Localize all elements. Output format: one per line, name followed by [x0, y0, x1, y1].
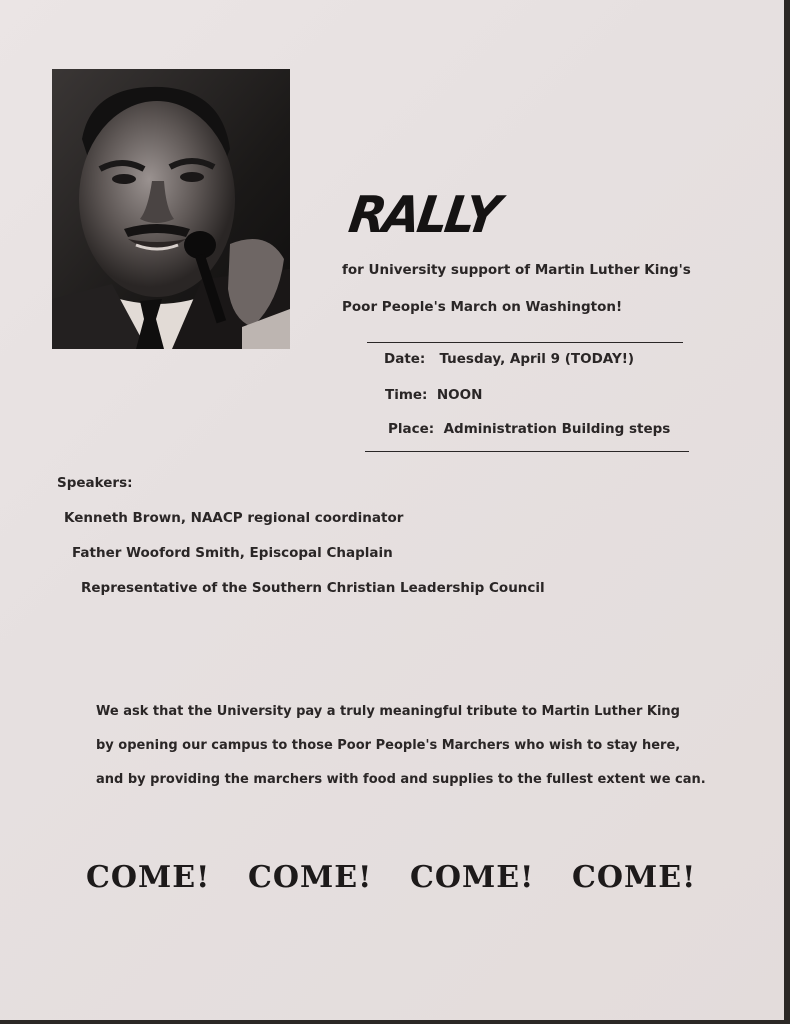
appeal-line-2: by opening our campus to those Poor People's Marchers who wish to stay here, — [96, 738, 681, 753]
place-label: Place: — [388, 421, 435, 437]
come-1: COME! — [86, 860, 211, 895]
speaker-2: Father Wooford Smith, Episcopal Chaplain — [72, 545, 393, 561]
time-row — [385, 387, 482, 403]
date-value: Tuesday, April 9 (TODAY!) — [439, 351, 635, 367]
page-edge-bottom — [0, 1020, 790, 1024]
speaker-1: Kenneth Brown, NAACP regional coordinator — [64, 510, 404, 526]
time-value: NOON — [436, 387, 483, 403]
purpose-line-1: for University support of Martin Luther King's — [342, 262, 691, 278]
appeal-line-3: and by providing the marchers with food and supplies to the fullest extent we can. — [96, 772, 706, 787]
date-label: Date: — [384, 351, 426, 367]
purpose-line-2: Poor People's March on Washington! — [342, 299, 623, 315]
time-label: Time: — [385, 387, 428, 403]
place-row — [388, 421, 670, 437]
come-3: COME! — [410, 860, 535, 895]
come-4: COME! — [572, 860, 697, 895]
speaker-3: Representative of the Southern Christian Leadership Council — [81, 580, 545, 596]
top-rule — [367, 342, 683, 343]
page-edge-right — [784, 0, 790, 1024]
rally-title: RALLY — [345, 185, 502, 245]
date-row — [384, 351, 634, 367]
speakers-heading: Speakers: — [57, 475, 133, 491]
appeal-line-1: We ask that the University pay a truly meaningful tribute to Martin Luther King — [96, 704, 680, 719]
place-value: Administration Building steps — [443, 421, 671, 437]
come-2: COME! — [248, 860, 373, 895]
bottom-rule — [365, 451, 689, 452]
portrait-photo — [52, 69, 290, 349]
